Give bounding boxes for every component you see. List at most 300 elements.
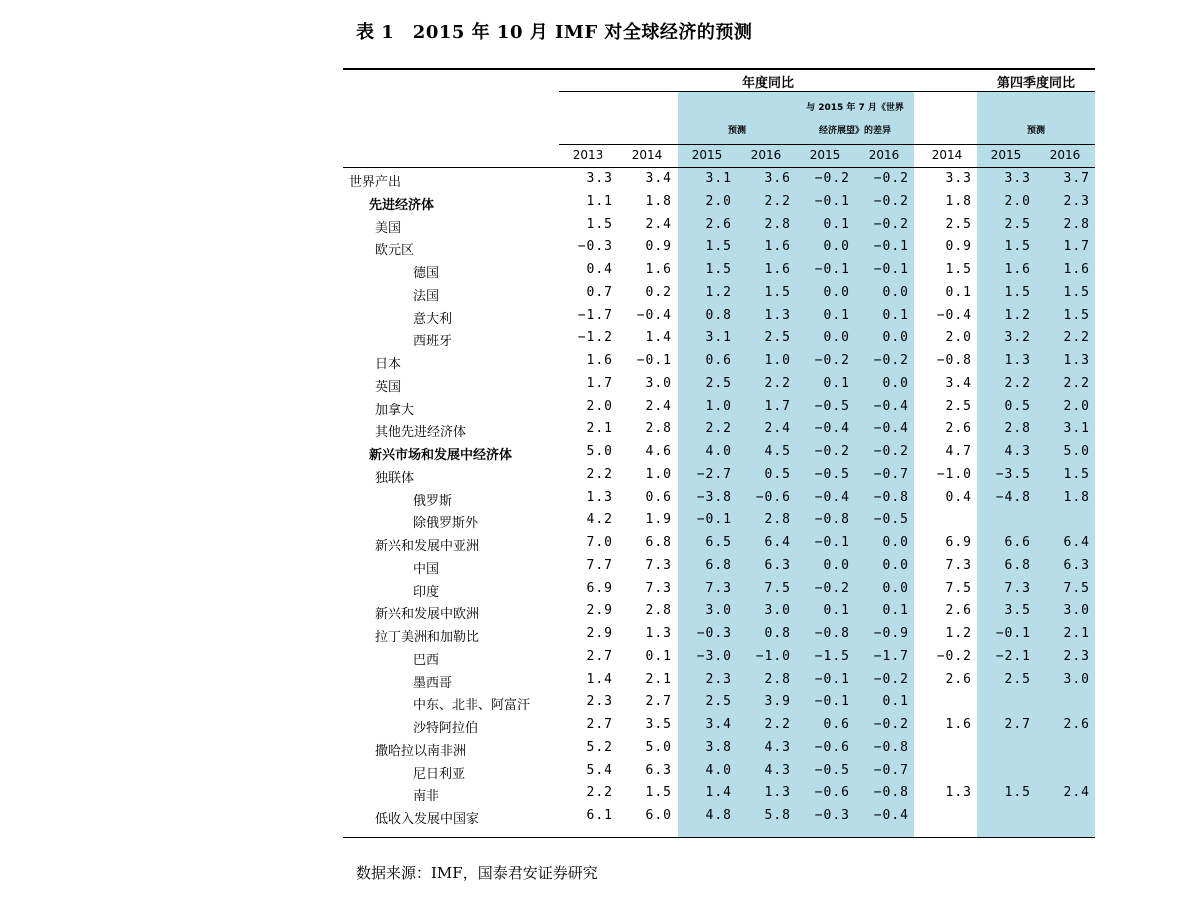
cell-value: 3.6 [764,171,791,186]
cell-value: 6.5 [705,535,732,550]
table-row [343,805,1095,828]
cell-value: 0.1 [882,603,909,619]
cell-value: 1.2 [945,626,972,641]
year-header-5: 2016 [868,148,900,162]
cell-value: 4.3 [764,762,791,778]
table-row [343,305,1095,328]
cell-value: 2.1 [1063,626,1090,641]
table-row [343,259,1095,282]
cell-value: −0.1 [696,512,732,528]
cell-value: 7.5 [764,580,791,596]
table-row [343,737,1095,760]
table-row [343,600,1095,623]
cell-value: 3.3 [1004,171,1031,186]
cell-value: 2.2 [764,193,791,209]
cell-value: 2.2 [705,421,732,437]
cell-value: 1.3 [1004,353,1031,368]
forecast-q4-header: 预测 [1026,126,1045,136]
row-label: 中东、北非、阿富汗 [413,698,531,714]
year-header-2: 2015 [691,148,723,162]
cell-value: 1.5 [645,785,672,801]
row-label: 南非 [413,789,440,805]
bottom-rule [343,837,1095,838]
row-label: 欧元区 [375,243,415,259]
row-label: 西班牙 [413,334,453,350]
cell-value: −0.2 [873,444,909,459]
cell-value: −0.4 [636,307,672,323]
cell-value: 0.0 [823,284,850,300]
row-label: 美国 [375,220,402,236]
row-label: 尼日利亚 [413,766,466,782]
row-label: 其他先进经济体 [375,425,467,441]
table-row [343,646,1095,669]
cell-value: 4.8 [705,808,732,823]
cell-value: −0.7 [873,466,909,482]
cell-value: 1.6 [945,717,972,732]
cell-value: 0.9 [645,239,672,255]
cell-value: 5.0 [645,739,672,755]
cell-value: −1.7 [577,307,613,323]
cell-value: 2.0 [586,398,613,414]
cell-value: 1.5 [586,216,613,232]
table-row [343,373,1095,396]
cell-value: −0.1 [636,353,672,368]
cell-value: −1.7 [873,648,909,664]
cell-value: 2.4 [764,421,791,437]
cell-value: 2.6 [705,216,732,232]
annual-header: 年度同比 [741,76,794,91]
year-header-7: 2015 [990,148,1022,162]
cell-value: 2.8 [1063,216,1090,232]
row-label: 世界产出 [349,175,402,190]
cell-value: 3.0 [1063,603,1090,619]
cell-value: 3.0 [1063,671,1090,687]
cell-value: 6.1 [586,808,613,823]
row-label: 先进经济体 [369,197,435,213]
table-row [343,714,1095,737]
cell-value: −0.1 [814,694,850,710]
cell-value: −1.2 [577,330,613,346]
table-title: 表 1 2015 年 10 月 IMF 对全球经济的预测 [356,22,753,43]
cell-value: −0.8 [873,739,909,755]
cell-value: 2.4 [645,216,672,232]
row-label: 俄罗斯 [413,493,453,509]
cell-value: 1.6 [645,262,672,277]
table-row [343,214,1095,237]
cell-value: 2.8 [645,421,672,437]
cell-value: 2.0 [1063,398,1090,414]
cell-value: 0.1 [945,284,972,300]
cell-value: −0.2 [814,444,850,459]
cell-value: −0.9 [873,626,909,641]
cell-value: 0.6 [823,717,850,732]
cell-value: 0.0 [882,330,909,346]
cell-value: 2.1 [586,421,613,437]
cell-value: 3.8 [705,739,732,755]
cell-value: 2.1 [645,671,672,687]
cell-value: 6.6 [1004,535,1031,550]
cell-value: 1.3 [764,307,791,323]
cell-value: 7.3 [945,557,972,573]
cell-value: −0.4 [873,398,909,414]
data-source-note: 数据来源：IMF，国泰君安证券研究 [356,864,598,882]
cell-value: 3.1 [705,171,732,186]
cell-value: 3.0 [764,603,791,619]
cell-value: 1.5 [705,262,732,277]
cell-value: −0.1 [873,239,909,255]
cell-value: −0.6 [814,785,850,801]
cell-value: 3.4 [645,171,672,186]
cell-value: 3.4 [945,375,972,391]
cell-value: 0.0 [882,284,909,300]
cell-value: −2.7 [696,466,732,482]
cell-value: 2.8 [1004,421,1031,437]
cell-value: −0.8 [814,512,850,528]
cell-value: −0.2 [873,671,909,687]
cell-value: 3.0 [645,375,672,391]
cell-value: 2.3 [586,694,613,710]
cell-value: 4.2 [586,512,613,528]
cell-value: 2.3 [1063,648,1090,664]
cell-value: 4.3 [764,739,791,755]
row-label: 沙特阿拉伯 [413,721,479,736]
cell-value: 2.7 [586,717,613,732]
cell-value: 2.5 [764,330,791,346]
year-header-3: 2016 [750,148,782,162]
cell-value: −0.2 [936,648,972,664]
table-row [343,669,1095,692]
cell-value: 6.8 [1004,557,1031,573]
cell-value: 0.1 [823,603,850,619]
cell-value: 2.3 [705,671,732,687]
cell-value: 5.0 [586,444,613,459]
cell-value: −0.1 [814,535,850,550]
cell-value: 2.5 [1004,216,1031,232]
cell-value: −0.5 [814,398,850,414]
cell-value: 2.5 [945,216,972,232]
cell-value: 2.0 [705,193,732,209]
cell-value: −0.6 [755,489,791,505]
cell-value: −1.5 [814,648,850,664]
years-top-rule [559,144,1095,145]
cell-value: 0.0 [882,557,909,573]
cell-value: 1.5 [1004,785,1031,801]
cell-value: 1.8 [945,193,972,209]
row-label: 新兴和发展中欧洲 [375,607,480,623]
cell-value: 1.3 [586,489,613,505]
cell-value: 2.4 [1063,785,1090,801]
cell-value: 0.6 [645,489,672,505]
cell-value: 1.7 [764,398,791,414]
cell-value: −0.2 [873,717,909,732]
cell-value: 5.4 [586,762,613,778]
cell-value: 2.6 [945,421,972,437]
table-row [343,782,1095,805]
cell-value: 1.7 [586,375,613,391]
year-header-0: 2013 [572,148,604,162]
cell-value: 6.4 [1063,535,1090,550]
cell-value: 6.9 [586,580,613,596]
cell-value: −0.1 [814,262,850,277]
cell-value: 2.8 [764,512,791,528]
table-row [343,623,1095,646]
cell-value: 3.5 [645,717,672,732]
cell-value: 2.2 [586,466,613,482]
diff-header-line1: 与 2015 年 7 月《世界 [806,103,904,113]
cell-value: 0.9 [945,239,972,255]
cell-value: −0.3 [696,626,732,641]
row-label: 中国 [413,561,440,577]
table-row [343,350,1095,373]
cell-value: 7.3 [645,557,672,573]
year-header-1: 2014 [631,148,663,162]
cell-value: −0.8 [814,626,850,641]
cell-value: 3.2 [1004,330,1031,346]
cell-value: 0.0 [882,580,909,596]
cell-value: 2.5 [1004,671,1031,687]
cell-value: 1.5 [705,239,732,255]
q4-header: 第四季度同比 [996,76,1075,91]
cell-value: 1.0 [645,466,672,482]
cell-value: 3.7 [1063,171,1090,186]
cell-value: 0.5 [1004,398,1031,414]
cell-value: 2.6 [945,603,972,619]
cell-value: −0.2 [814,353,850,368]
cell-value: −1.0 [936,466,972,482]
cell-value: 1.4 [705,785,732,801]
cell-value: −0.3 [814,808,850,823]
row-label: 意大利 [413,311,453,327]
cell-value: −0.4 [873,808,909,823]
table-row [343,532,1095,555]
table-row [343,760,1095,783]
group-header-rule [559,91,1095,92]
cell-value: 3.9 [764,694,791,710]
cell-value: 2.5 [945,398,972,414]
diff-header-line2: 经济展望》的差异 [818,126,891,136]
cell-value: 2.4 [645,398,672,414]
cell-value: 4.5 [764,444,791,459]
cell-value: 2.6 [945,671,972,687]
cell-value: −2.1 [995,648,1031,664]
cell-value: 0.0 [823,330,850,346]
cell-value: 7.3 [645,580,672,596]
cell-value: 7.7 [586,557,613,573]
cell-value: 2.0 [945,330,972,346]
cell-value: 1.5 [1063,284,1090,300]
cell-value: 2.2 [1063,375,1090,391]
cell-value: 0.0 [882,375,909,391]
cell-value: 1.3 [945,785,972,801]
cell-value: 0.1 [823,307,850,323]
cell-value: 0.1 [823,216,850,232]
cell-value: 0.6 [705,353,732,368]
cell-value: 0.1 [882,694,909,710]
table-row [343,691,1095,714]
cell-value: 0.1 [823,375,850,391]
cell-value: 1.3 [1063,353,1090,368]
cell-value: 2.2 [764,375,791,391]
cell-value: 1.2 [1004,307,1031,323]
row-label: 墨西哥 [413,675,453,691]
cell-value: 1.6 [1004,262,1031,277]
cell-value: 1.5 [764,284,791,300]
cell-value: 1.3 [645,626,672,641]
cell-value: 2.9 [586,626,613,641]
cell-value: 4.7 [945,444,972,459]
cell-value: 0.4 [586,262,613,277]
cell-value: 4.0 [705,444,732,459]
cell-value: 2.2 [1063,330,1090,346]
table-row [343,396,1095,419]
cell-value: −0.8 [873,785,909,801]
forecast-header: 预测 [727,126,746,136]
row-label: 德国 [413,266,440,281]
cell-value: 1.6 [764,239,791,255]
cell-value: 0.0 [823,557,850,573]
cell-value: 2.7 [645,694,672,710]
cell-value: 2.8 [645,603,672,619]
cell-value: −0.5 [814,762,850,778]
cell-value: 0.8 [705,307,732,323]
cell-value: 1.7 [1063,239,1090,255]
table-row [343,418,1095,441]
cell-value: 2.9 [586,603,613,619]
cell-value: 1.4 [586,671,613,687]
cell-value: 6.4 [764,535,791,550]
cell-value: 1.5 [1004,284,1031,300]
cell-value: 0.0 [823,239,850,255]
table-row [343,441,1095,464]
row-label: 加拿大 [375,402,415,418]
row-label: 日本 [375,357,402,372]
cell-value: 1.1 [586,193,613,209]
cell-value: −4.8 [995,489,1031,505]
cell-value: −0.2 [873,171,909,186]
cell-value: −0.4 [936,307,972,323]
cell-value: 4.3 [1004,444,1031,459]
cell-value: 6.3 [645,762,672,778]
cell-value: −3.5 [995,466,1031,482]
cell-value: −0.8 [936,353,972,368]
cell-value: 7.5 [1063,580,1090,596]
cell-value: 5.0 [1063,444,1090,459]
cell-value: 2.0 [1004,193,1031,209]
cell-value: 6.9 [945,535,972,550]
cell-value: 0.4 [945,489,972,505]
table-row [343,578,1095,601]
cell-value: 0.7 [586,284,613,300]
row-label: 法国 [413,288,440,304]
cell-value: −0.2 [873,353,909,368]
cell-value: −0.4 [814,489,850,505]
cell-value: 1.5 [1004,239,1031,255]
table-row [343,464,1095,487]
cell-value: 0.1 [882,307,909,323]
cell-value: 1.9 [645,512,672,528]
row-label: 英国 [375,379,402,395]
cell-value: 3.4 [705,717,732,732]
cell-value: 2.6 [1063,717,1090,732]
cell-value: 0.1 [645,648,672,664]
cell-value: 4.0 [705,762,732,778]
cell-value: −0.2 [814,171,850,186]
cell-value: 3.0 [705,603,732,619]
cell-value: −0.4 [814,421,850,437]
year-header-8: 2016 [1049,148,1081,162]
cell-value: 2.8 [764,216,791,232]
cell-value: 7.0 [586,535,613,550]
table-row [343,236,1095,259]
cell-value: 2.5 [705,375,732,391]
cell-value: 3.5 [1004,603,1031,619]
cell-value: −0.3 [577,239,613,255]
cell-value: 1.8 [645,193,672,209]
cell-value: 0.5 [764,466,791,482]
cell-value: 3.1 [705,330,732,346]
cell-value: 2.2 [1004,375,1031,391]
cell-value: 5.2 [586,739,613,755]
row-label: 巴西 [413,652,440,668]
table-row [343,327,1095,350]
cell-value: 1.5 [1063,307,1090,323]
row-label: 印度 [413,584,440,600]
cell-value: 0.8 [764,626,791,641]
year-header-4: 2015 [809,148,841,162]
cell-value: 1.6 [764,262,791,277]
cell-value: 1.3 [764,785,791,801]
cell-value: 1.2 [705,284,732,300]
cell-value: 2.8 [764,671,791,687]
cell-value: −0.1 [995,626,1031,641]
cell-value: −0.6 [814,739,850,755]
cell-value: −3.0 [696,648,732,664]
cell-value: 3.3 [586,171,613,186]
cell-value: 0.2 [645,284,672,300]
year-header-6: 2014 [931,148,963,162]
top-rule [343,68,1095,70]
cell-value: 1.4 [645,330,672,346]
cell-value: 2.7 [1004,717,1031,732]
cell-value: 7.3 [705,580,732,596]
cell-value: 1.5 [1063,466,1090,482]
row-label: 低收入发展中国家 [375,812,480,827]
cell-value: 5.8 [764,808,791,823]
cell-value: 2.2 [586,785,613,801]
cell-value: −0.5 [873,512,909,528]
cell-value: −0.5 [814,466,850,482]
cell-value: −0.4 [873,421,909,437]
table-row [343,282,1095,305]
cell-value: −0.7 [873,762,909,778]
cell-value: 4.6 [645,444,672,459]
row-label: 新兴市场和发展中经济体 [369,448,513,463]
table-row [343,191,1095,214]
cell-value: −0.1 [814,193,850,209]
cell-value: 1.8 [1063,489,1090,505]
table-row [343,487,1095,510]
row-label: 拉丁美洲和加勒比 [375,630,480,645]
cell-value: 6.8 [645,535,672,550]
cell-value: 6.0 [645,808,672,823]
row-label: 除俄罗斯外 [413,516,479,532]
cell-value: 1.0 [705,398,732,414]
cell-value: −0.8 [873,489,909,505]
cell-value: −0.2 [814,580,850,596]
cell-value: −0.1 [873,262,909,277]
cell-value: 1.6 [1063,262,1090,277]
row-label: 新兴和发展中亚洲 [375,539,480,554]
